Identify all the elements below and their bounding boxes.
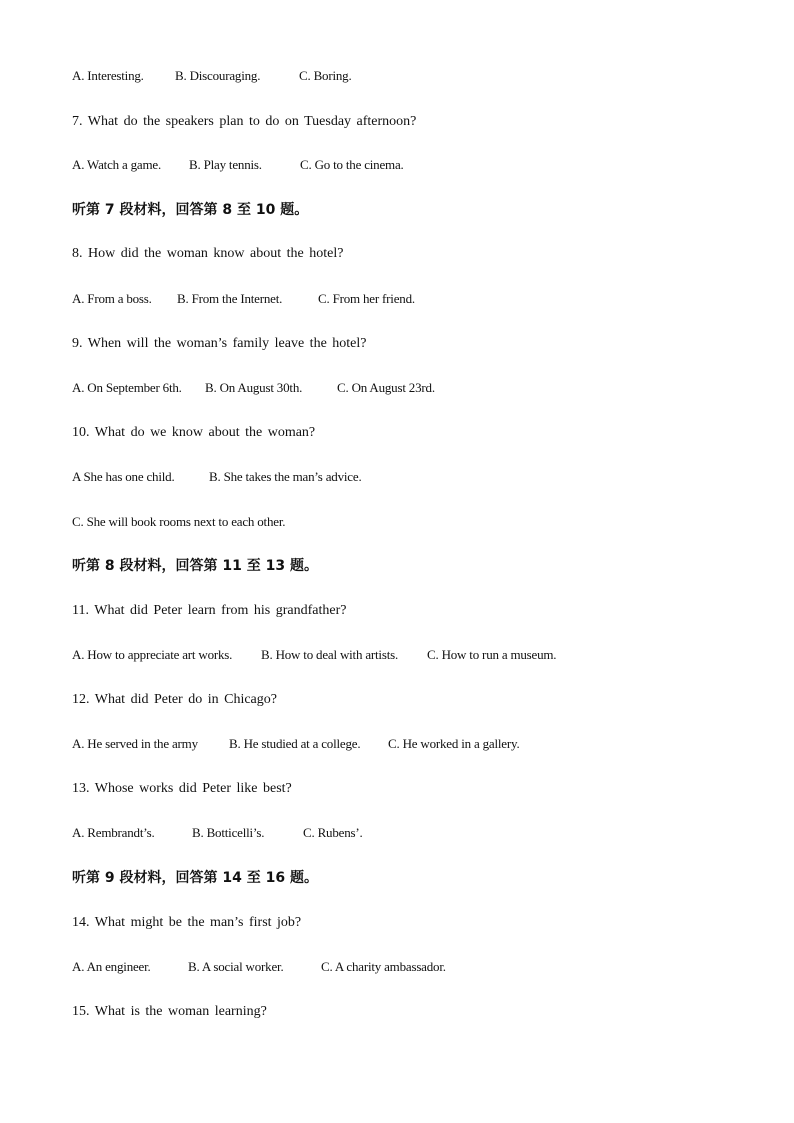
q12-options	[72, 735, 520, 753]
option-a: A. How to appreciate art works.	[72, 647, 233, 662]
option-b: B. She takes the man’s advice.	[209, 469, 362, 484]
option-c: C. Go to the cinema.	[300, 157, 404, 172]
question-7: 7. What do the speakers plan to do on Tuesday afternoon?	[72, 114, 417, 129]
q7-options	[72, 156, 404, 174]
option-b: B. A social worker.	[188, 959, 284, 974]
section-heading-8: 听第 8 段材料，回答第 11 至 13 题。	[72, 558, 318, 574]
option-c: C. He worked in a gallery.	[388, 736, 520, 751]
option-b: B. Discouraging.	[175, 68, 261, 83]
question-13: 13. Whose works did Peter like best?	[72, 781, 292, 796]
question-9: 9. When will the woman’s family leave the hotel?	[72, 336, 367, 351]
option-a: A She has one child.	[72, 469, 175, 484]
option-c: C. She will book rooms next to each other.	[72, 514, 286, 529]
q13-options	[72, 824, 363, 842]
option-c: C. From her friend.	[318, 291, 415, 306]
q6-options	[72, 67, 352, 85]
q8-options	[72, 290, 415, 308]
q14-options	[72, 958, 446, 976]
question-14: 14. What might be the man’s first job?	[72, 915, 302, 930]
section-heading-7: 听第 7 段材料，回答第 8 至 10 题。	[72, 202, 309, 218]
option-a: A. Rembrandt’s.	[72, 825, 155, 840]
option-a: A. On September 6th.	[72, 380, 182, 395]
section-heading-9: 听第 9 段材料，回答第 14 至 16 题。	[72, 870, 318, 886]
q10-options-row2	[72, 513, 285, 531]
option-a: A. From a boss.	[72, 291, 152, 306]
option-c: C. Rubens’.	[303, 825, 363, 840]
question-8: 8. How did the woman know about the hotel?	[72, 246, 344, 261]
q11-options	[72, 646, 556, 664]
q9-options	[72, 379, 435, 397]
option-c: C. How to run a museum.	[427, 647, 557, 662]
option-b: B. Botticelli’s.	[192, 825, 265, 840]
option-c: C. A charity ambassador.	[321, 959, 446, 974]
option-c: C. Boring.	[299, 68, 352, 83]
question-12: 12. What did Peter do in Chicago?	[72, 692, 277, 707]
option-b: B. Play tennis.	[189, 157, 262, 172]
question-10: 10. What do we know about the woman?	[72, 425, 316, 440]
q10-options-row1	[72, 468, 362, 486]
question-15: 15. What is the woman learning?	[72, 1004, 267, 1019]
option-b: B. On August 30th.	[205, 380, 303, 395]
option-b: B. From the Internet.	[177, 291, 283, 306]
option-a: A. An engineer.	[72, 959, 151, 974]
option-a: A. Interesting.	[72, 68, 144, 83]
option-a: A. He served in the army	[72, 736, 198, 751]
option-a: A. Watch a game.	[72, 157, 162, 172]
option-c: C. On August 23rd.	[337, 380, 435, 395]
question-11: 11. What did Peter learn from his grandfather?	[72, 603, 347, 618]
option-b: B. He studied at a college.	[229, 736, 361, 751]
option-b: B. How to deal with artists.	[261, 647, 399, 662]
